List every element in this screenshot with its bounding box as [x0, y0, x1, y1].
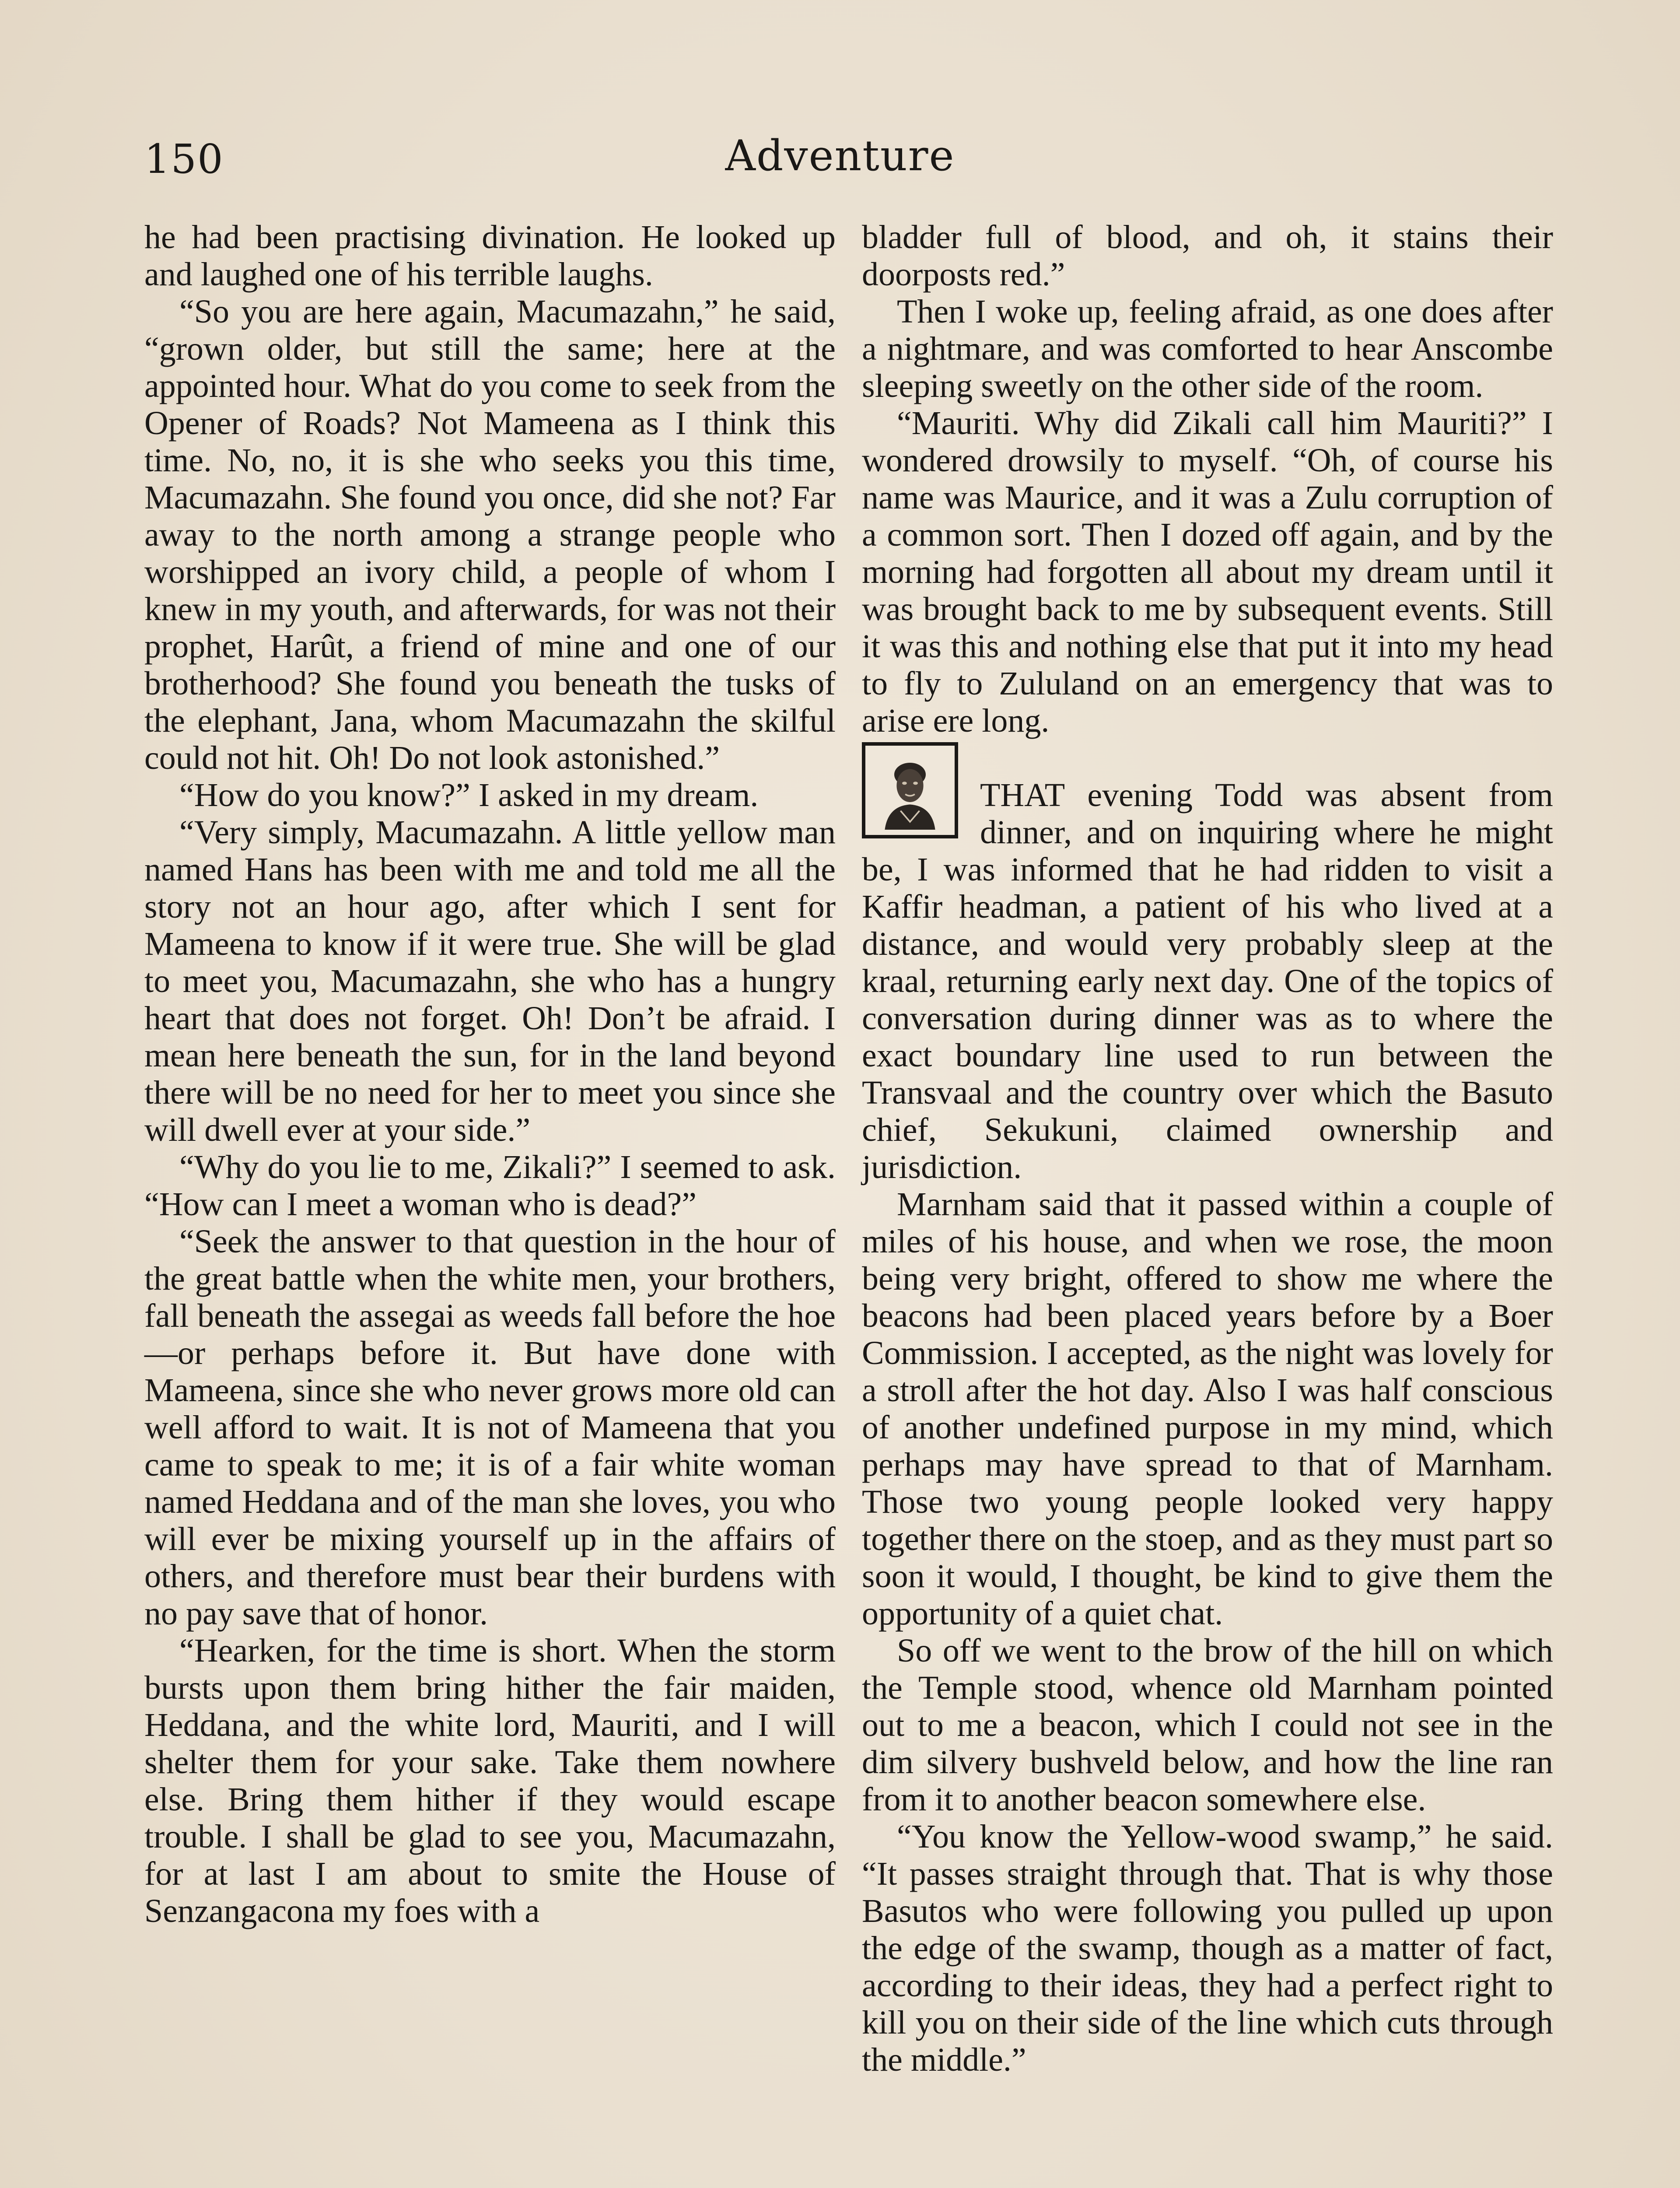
running-head [0, 127, 1680, 188]
paragraph: Marnham said that it passed within a couple of miles of his house, and when we rose, the moon being very bright, offered to show me where the beacons had been placed years before by a Boer Commission. I accepted, as the night was lovely for a stroll after the hot day. Also I was half conscious of another undefined purpose in my mind, which perhaps may have spread to that of Marnham. Those two young people looked very happy together there on the stoep, and as they must part so soon it would, I thought, be kind to give them the opportunity of a quiet chat. [862, 1186, 1553, 1632]
running-title: Adventure [725, 131, 955, 180]
paragraph: “Mauriti. Why did Zikali call him Mauriti?” I wondered drowsily to myself. “Oh, of course his name was Maurice, and it was a Zulu corruption of a common sort. Then I dozed off again, and by the morning had forgotten all about my dream until it was brought back to me by subsequent events. Still it was this and nothing else that put it into my head to fly to Zululand on an emergency that was to arise ere long. [862, 405, 1553, 739]
portrait-vignette-icon [862, 742, 958, 838]
paragraph: So off we went to the brow of the hill on which the Temple stood, whence old Marnham pointed out to me a beacon, which I could not see in the dim silvery bushveld below, and how the line ran from it to another beacon somewhere else. [862, 1632, 1553, 1818]
paragraph: he had been practising divination. He looked up and laughed one of his terrible laughs. [144, 219, 836, 293]
paragraph: “So you are here again, Macumazahn,” he said, “grown older, but still the same; here at the appointed hour. What do you come to seek from the Opener of Roads? Not Mameena as I think this time. No, no, it is she who seeks you this time, Macumazahn. She found you once, did she not? Far away to the north among a strange people who worshipped an ivory child, a people of whom I knew in my youth, and afterwards, for was not their prophet, Harût, a friend of mine and one of our brotherhood? She found you beneath the tusks of the elephant, Jana, whom Macumazahn the skilful could not hit. Oh! Do not look astonished.” [144, 293, 836, 776]
paragraph: “How do you know?” I asked in my dream. [179, 777, 759, 813]
paragraph: “Why do you lie to me, Zikali?” I seemed to ask. “How can I meet a woman who is dead?” [144, 1149, 836, 1223]
section-start-paragraph: THAT evening Todd was absent from dinner, and on inquiring where he might be, I was informed that he had ridden to visit a Kaffir headman, a patient of his who lived at a distance, and would very probably sleep at the kraal, returning early next day. One of the topics of conversation during dinner was as to where the exact boundary line used to run between the Transvaal and the country over which the Basuto chief, Sekukuni, claimed ownership and jurisdiction. [862, 777, 1553, 1185]
paragraph: “You know the Yellow-wood swamp,” he said. “It passes straight through that. That is why those Basutos who were following you pulled up upon the edge of the swamp, though as a matter of fact, according to their ideas, they had a perfect right to kill you on their side of the line which cuts through the middle.” [862, 1818, 1553, 2078]
paragraph: “Hearken, for the time is short. When the storm bursts upon them bring hither the fair maiden, Heddana, and the white lord, Mauriti, and I will shelter them for your sake. Take them nowhere else. Bring them hither if they would escape trouble. I shall be glad to see you, Macumazahn, for at last I am about to smite the House of Senzangacona my foes with a [144, 1632, 836, 1929]
left-column [144, 219, 836, 1930]
paragraph: Then I woke up, feeling afraid, as one does after a nightmare, and was comforted to hear Anscombe sleeping sweetly on the other side of the room. [862, 293, 1553, 404]
paragraph: “Very simply, Macumazahn. A little yellow man named Hans has been with me and told me all the story not an hour ago, after which I sent for Mameena to know if it were true. She will be glad to meet you, Macumazahn, she who has a hungry heart that does not forget. Oh! Don’t be afraid. I mean here beneath the sun, for in the land beyond there will be no need for her to meet you since she will dwell ever at your side.” [144, 814, 836, 1148]
right-column [862, 219, 1553, 2079]
page-number: 150 [144, 136, 224, 182]
paragraph: “Seek the answer to that question in the hour of the great battle when the white men, your brothers, fall beneath the assegai as weeds fall before the hoe—or perhaps before it. But have done with Mameena, since she who never grows more old can well afford to wait. It is not of Mameena that you came to speak to me; it is of a fair white woman named Heddana and of the man she loves, you who will ever be mixing yourself up in the affairs of others, and therefore must bear their burdens with no pay save that of honor. [144, 1223, 836, 1632]
paragraph: bladder full of blood, and oh, it stains their doorposts red.” [862, 219, 1553, 293]
